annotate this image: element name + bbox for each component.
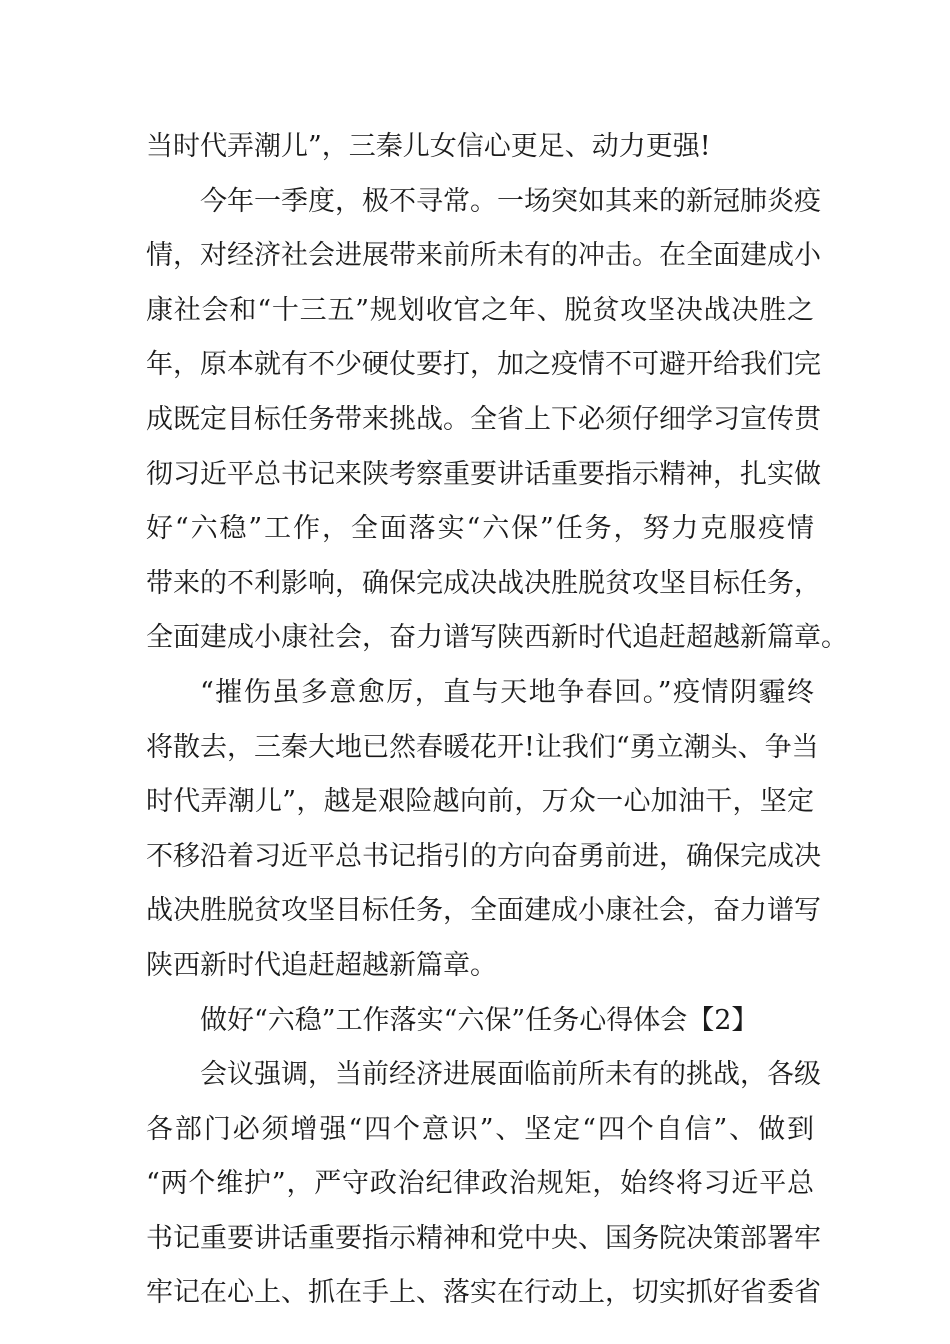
text-line: 今年一季度，极不寻常。一场突如其来的新冠肺炎疫 — [200, 185, 821, 217]
text-line: 情，对经济社会进展带来前所未有的冲击。在全面建成小 — [146, 240, 821, 272]
document-body — [146, 120, 848, 1321]
text-line: 不移沿着习近平总书记指引的方向奋勇前进，确保完成决 — [146, 840, 821, 872]
text-line: 年，原本就有不少硬仗要打，加之疫情不可避开给我们完 — [146, 349, 821, 381]
text-line: 战决胜脱贫攻坚目标任务，全面建成小康社会，奋力谱写 — [146, 895, 821, 927]
text-line: 将散去，三秦大地已然春暖花开!让我们“勇立潮头、争当 — [146, 731, 819, 763]
text-line: 时代弄潮儿”，越是艰险越向前，万众一心加油干，坚定 — [146, 786, 814, 818]
text-line: 会议强调，当前经济进展面临前所未有的挑战，各级 — [200, 1059, 821, 1091]
text-line: “两个维护”，严守政治纪律政治规矩，始终将习近平总 — [146, 1168, 814, 1200]
text-line: 全面建成小康社会，奋力谱写陕西新时代追赶超越新篇章。 — [146, 622, 848, 654]
text-line: 成既定目标任务带来挑战。全省上下必须仔细学习宣传贯 — [146, 403, 821, 435]
text-line: 牢记在心上、抓在手上、落实在行动上，切实抓好省委省 — [146, 1277, 821, 1309]
text-line: 陕西新时代追赶超越新篇章。 — [146, 949, 497, 981]
text-line: 康社会和“十三五”规划收官之年、脱贫攻坚决战决胜之 — [146, 294, 814, 326]
text-line: 带来的不利影响，确保完成决战决胜脱贫攻坚目标任务， — [146, 567, 821, 599]
text-line: 当时代弄潮儿”，三秦儿女信心更足、动力更强! — [146, 131, 711, 162]
text-line: 好“六稳”工作，全面落实“六保”任务，努力克服疫情 — [146, 513, 814, 545]
section-heading: 做好“六稳”工作落实“六保”任务心得体会【2】 — [200, 1004, 759, 1036]
text-line: 彻习近平总书记来陕考察重要讲话重要指示精神，扎实做 — [146, 458, 821, 490]
text-line: 书记重要讲话重要指示精神和党中央、国务院决策部署牢 — [146, 1222, 821, 1254]
text-line: 各部门必须增强“四个意识”、坚定“四个自信”、做到 — [146, 1113, 814, 1145]
text-line: “摧伤虽多意愈厉，直与天地争春回。”疫情阴霾终 — [200, 676, 814, 708]
